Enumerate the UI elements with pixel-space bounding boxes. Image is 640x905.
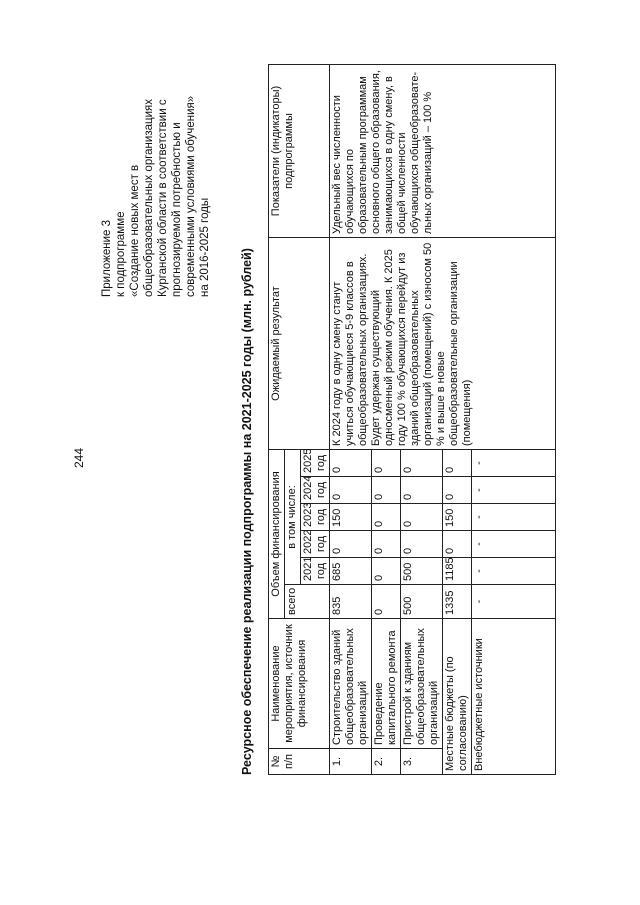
header-indicators: Показатели (индикаторы) подпрограммы	[269, 65, 330, 238]
header-funding: Объем финансирования	[269, 450, 285, 619]
row-2022: 0	[330, 531, 372, 558]
header-name: Наименование мероприятия, источник финансирования	[269, 619, 330, 749]
row-total: 835	[330, 585, 372, 619]
row-2025: 0	[372, 450, 401, 477]
header-num: № п/п	[269, 749, 330, 775]
row-num: 3.	[401, 749, 443, 775]
row-2022: 0	[372, 531, 401, 558]
row-num: 1.	[330, 749, 372, 775]
page-number: 244	[72, 447, 86, 468]
row-num: 2.	[372, 749, 401, 775]
row-2021: 0	[372, 558, 401, 585]
header-year: 2025 год	[301, 450, 330, 477]
indicators: Удельный вес численности обучающихся по образовательным программам основного общего образования, занимающихся в одну смену, в общей численности обучающихся общеобразовате-льных организаций – 100 %	[330, 65, 556, 238]
row-2025: -	[472, 450, 556, 477]
row-total: 0	[372, 585, 401, 619]
row-name: Строительство зданий общеобразовательных организаций	[330, 619, 372, 749]
header-result: Ожидаемый результат	[269, 238, 330, 450]
row-2021: 1185	[443, 558, 472, 585]
row-2021: -	[472, 558, 556, 585]
header-year: 2022 год	[301, 531, 330, 558]
row-2023: 0	[401, 504, 443, 531]
row-2023: 150	[330, 504, 372, 531]
header-incl: в том числе:	[285, 450, 301, 585]
table-title: Ресурсное обеспечение реализации подпрограммы на 2021-2025 годы (млн. рублей)	[240, 248, 254, 775]
header-year: 2024 год	[301, 477, 330, 504]
row-2023: 0	[372, 504, 401, 531]
row-2025: 0	[443, 450, 472, 477]
row-name: Местные бюджеты (по согласованию)	[443, 619, 472, 775]
annex-line: на 2016-2025 годы	[199, 197, 211, 297]
row-2022: -	[472, 531, 556, 558]
expected-result: К 2024 году в одну смену станут учиться обучающиеся 5-9 классов в общеобразовательных организациях. Будет удержан существующий односменный режим обучения. К 2025 году 100 % обучающихся перейдут из зданий общеобразовательных организаций (помещений) с износом 50 % и выше в новые общеобразовательные организации (помещения)	[330, 238, 556, 450]
annex-line: современными условиями обучения»	[185, 95, 197, 297]
row-total: 500	[401, 585, 443, 619]
row-name: Проведение капитального ремонта	[372, 619, 401, 749]
annex-line: «Создание новых мест в	[129, 164, 141, 297]
row-2024: 0	[401, 477, 443, 504]
header-year: 2023 год	[301, 504, 330, 531]
row-name: Пристрой к зданиям общеобразовательных организаций	[401, 619, 443, 749]
row-2021: 685	[330, 558, 372, 585]
annex-line: Приложение 3	[101, 219, 113, 297]
row-2024: 0	[372, 477, 401, 504]
row-2023: -	[472, 504, 556, 531]
row-total: 1335	[443, 585, 472, 619]
annex-line: прогнозируемой потребностью и	[171, 122, 183, 297]
row-2024: 0	[443, 477, 472, 504]
header-year: 2021 год	[301, 558, 330, 585]
header-total: всего	[285, 585, 330, 619]
annex-line: к подпрограмме	[115, 211, 127, 297]
row-2022: 0	[443, 531, 472, 558]
annex-line: общеобразовательных организациях	[143, 99, 155, 297]
annex-line: Курганской области в соответствии с	[157, 99, 169, 297]
row-total: -	[472, 585, 556, 619]
row-2022: 0	[401, 531, 443, 558]
row-2025: 0	[330, 450, 372, 477]
row-2021: 500	[401, 558, 443, 585]
row-2023: 150	[443, 504, 472, 531]
row-2024: -	[472, 477, 556, 504]
row-2025: 0	[401, 450, 443, 477]
row-2024: 0	[330, 477, 372, 504]
row-name: Внебюджетные источники	[472, 619, 556, 775]
resource-table	[268, 64, 556, 775]
table-row	[330, 65, 372, 775]
annex-block	[100, 17, 212, 297]
